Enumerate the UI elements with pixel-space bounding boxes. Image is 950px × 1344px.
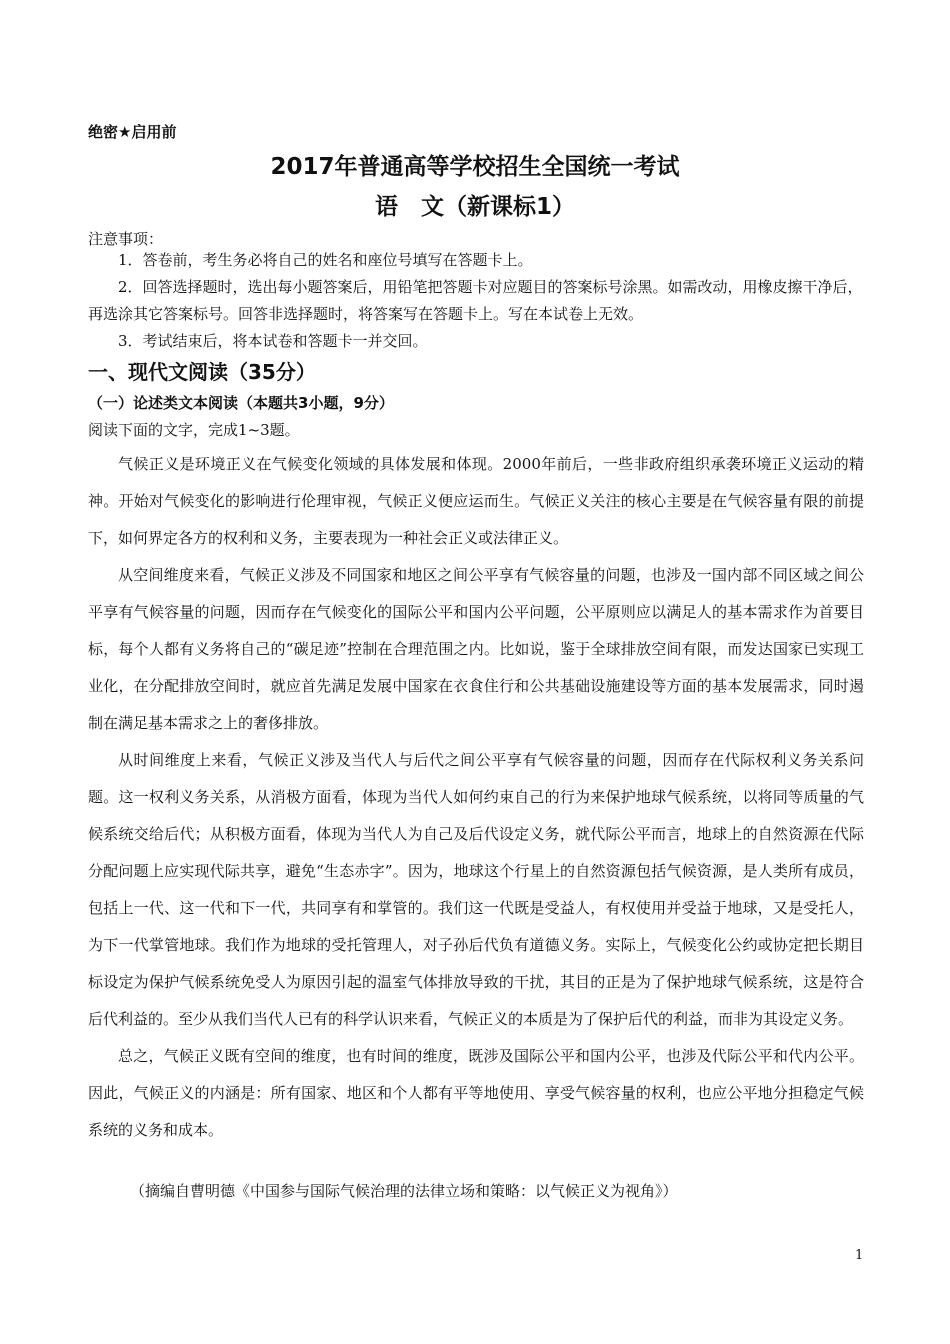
page-number: 1 [855, 1248, 864, 1263]
section-heading: 一、现代文阅读（35分） [88, 360, 316, 384]
confidential-label: 绝密★启用前 [88, 123, 177, 141]
notice-item: 1．答卷前，考生务必将自己的姓名和座位号填写在答题卡上。 [118, 251, 533, 269]
exam-subject: 语 文（新课标1） [374, 194, 575, 220]
passage-paragraph: 从空间维度来看，气候正义涉及不同国家和地区之间公平享有气候容量的问题，也涉及一国内部不同区域之间公平享有气候容量的问题，因而存在气候变化的国际公平和国内公平问题，公平原则应以满足人的基本需求作为首要目标，每个人都有义务将自己的“碳足迹”控制在合理范围之内。比如说，鉴于全球排放空间有限，而发达国家已实现工业化，在分配排放空间时，就应首先满足发展中国家在衣食住行和公共基础设施建设等方面的基本发展需求，同时遏制在满足基本需求之上的奢侈排放。 [88, 566, 864, 732]
subsection-heading: （一）论述类文本阅读（本题共3小题，9分） [88, 394, 394, 412]
reading-instruction: 阅读下面的文字，完成1~3题。 [88, 421, 300, 439]
notice-heading: 注意事项： [88, 230, 164, 248]
exam-title: 2017年普通高等学校招生全国统一考试 [270, 154, 680, 180]
passage-source: （摘编自曹明德《中国参与国际气候治理的法律立场和策略：以气候正义为视角》） [130, 1182, 678, 1200]
notice-item: 2．回答选择题时，选出每小题答案后，用铅笔把答题卡对应题目的答案标号涂黑。如需改动，用橡皮擦干净后，再选涂其它答案标号。回答非选择题时，将答案写在答题卡上。写在本试卷上无效。 [88, 278, 863, 323]
passage-paragraph: 气候正义是环境正义在气候变化领域的具体发展和体现。2000年前后，一些非政府组织承袭环境正义运动的精神。开始对气候变化的影响进行伦理审视，气候正义便应运而生。气候正义关注的核心主要是在气候容量有限的前提下，如何界定各方的权利和义务，主要表现为一种社会正义或法律正义。 [88, 455, 864, 547]
passage-paragraph: 总之，气候正义既有空间的维度，也有时间的维度，既涉及国际公平和国内公平，也涉及代际公平和代内公平。因此，气候正义的内涵是：所有国家、地区和个人都有平等地使用、享受气候容量的权利，也应公平地分担稳定气候系统的义务和成本。 [88, 1047, 864, 1139]
reading-passage [88, 446, 864, 1149]
notice-list [88, 247, 864, 355]
notice-item: 3．考试结束后，将本试卷和答题卡一并交回。 [118, 332, 428, 350]
passage-paragraph: 从时间维度上来看，气候正义涉及当代人与后代之间公平享有气候容量的问题，因而存在代际权利义务关系问题。这一权利义务关系，从消极方面看，体现为当代人如何约束自己的行为来保护地球气候系统，以将同等质量的气候系统交给后代；从积极方面看，体现为当代人为自己及后代设定义务，就代际公平而言，地球上的自然资源在代际分配问题上应实现代际共享，避免“生态赤字”。因为，地球这个行星上的自然资源包括气候资源，是人类所有成员，包括上一代、这一代和下一代，共同享有和掌管的。我们这一代既是受益人，有权使用并受益于地球，又是受托人，为下一代掌管地球。我们作为地球的受托管理人，对子孙后代负有道德义务。实际上，气候变化公约或协定把长期目标设定为保护气候系统免受人为原因引起的温室气体排放导致的干扰，其目的正是为了保护地球气候系统，这是符合后代利益的。至少从我们当代人已有的科学认识来看，气候正义的本质是为了保护后代的利益，而非为其设定义务。 [88, 751, 864, 1028]
